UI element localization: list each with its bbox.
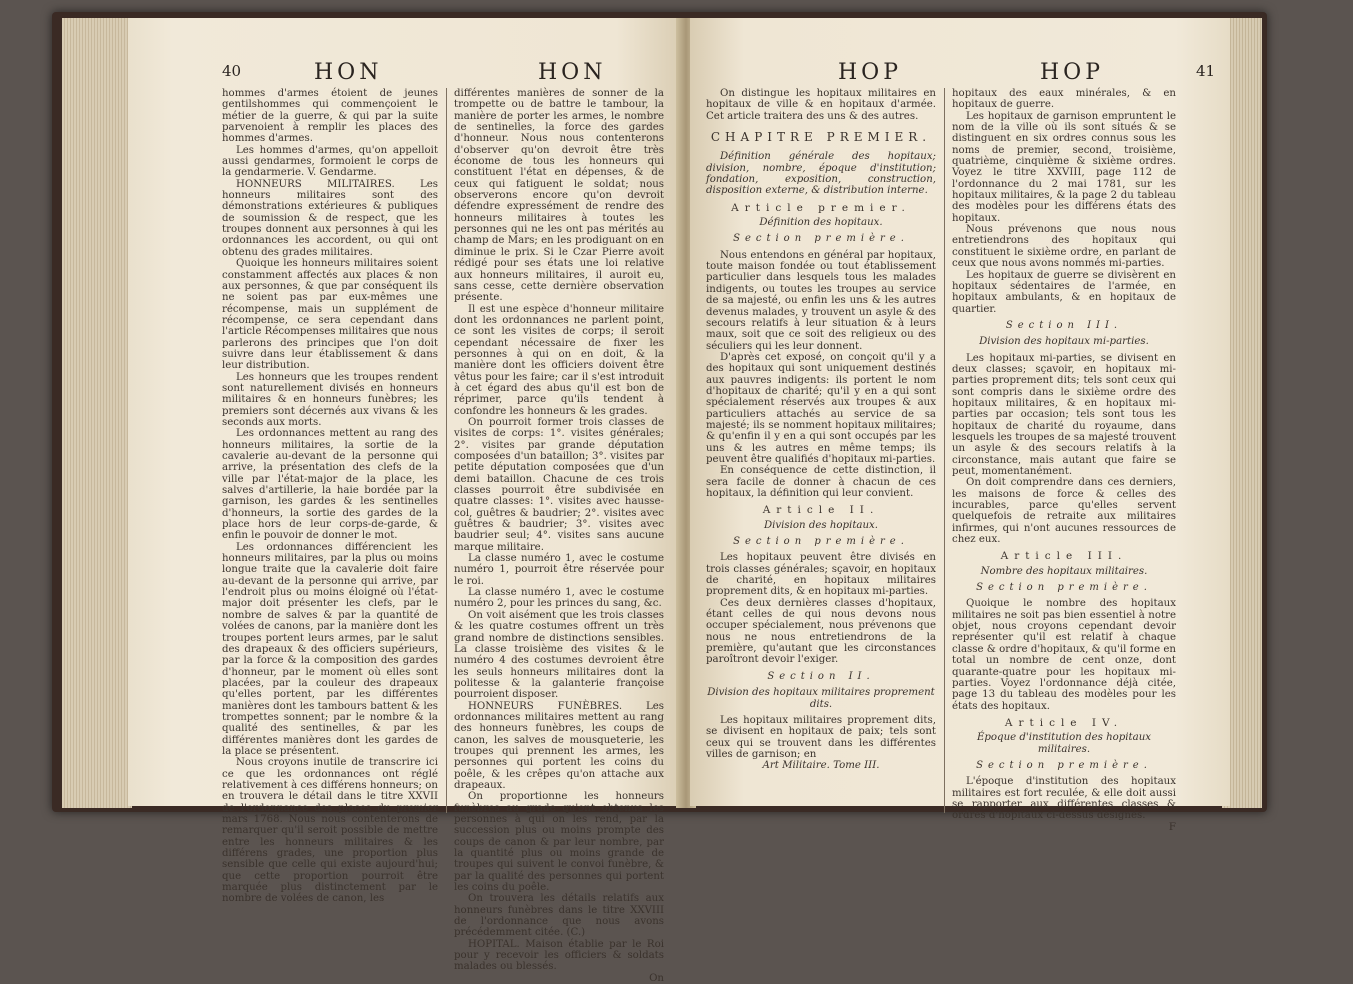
paragraph: Les hopitaux militaires proprement dits, se divisent en hopitaux de paix; tels sont ceux qui se trouvent dans les différentes villes de garnison; en: [706, 714, 936, 760]
running-head-left-col2: HON: [538, 60, 607, 85]
paragraph: On trouvera les détails relatifs aux honneurs funèbres dans le titre XXVIII de l'ordonnance que nous avons précédemment citée. (C.): [454, 893, 664, 939]
paragraph: Ces deux dernières classes d'hopitaux, étant celles de qui nous devons nous occuper spécialement, nous prévenons que nous ne nous entretiendrons de la première, qu'autant que les circonstances paroîtront devoir l'exiger.: [706, 597, 936, 666]
left-column-2: [454, 88, 664, 984]
running-head-left-col1: HON: [314, 60, 383, 85]
section-heading: Section II.: [767, 670, 875, 682]
paragraph: Quoique les honneurs militaires soient constamment affectés aux places & non aux personnes, & que par conséquent ils ne soient pas par eux-mêmes une récompense, mais un supplément de récompense, ce sera cependant dans l'article Récompenses militaires que nous parlerons des principes que l'on doit suivre dans leur établissement & dans leur distribution.: [222, 258, 438, 372]
chapter-summary: Définition générale des hopitaux; division, nombre, époque d'institution; fondation, exposition, construction, disposition externe, & distribution interne.: [706, 151, 936, 197]
section-heading: Section première.: [976, 582, 1152, 594]
chapter-heading: CHAPITRE PREMIER.: [710, 130, 932, 145]
paragraph: On doit comprendre dans ces derniers, les maisons de force & celles des incurables, parce qu'elles servent quelquefois de retraite aux militaires infirmes, qui n'ont aucunes ressources de chez eux.: [952, 477, 1176, 546]
paragraph: hommes d'armes étoient de jeunes gentilshommes qui commençoient le métier de la guerre, & qui par la suite parvenoient à remplir les places des hommes d'armes.: [222, 88, 438, 145]
section-heading: Section première.: [733, 536, 909, 548]
paragraph: Les ordonnances mettent au rang des honneurs militaires, la sortie de la cavalerie au-devant de la personne qui arrive, la présentation des clefs de la ville par l'état-major de la place, les salves d'artillerie, la haie bordée par la garnison, les gardes & les sentinelles d'honneurs, la sortie des gardes de la place hors de leur corps-de-garde, & enfin le pouvoir de donner le mot.: [222, 428, 438, 542]
running-head-right-col2: HOP: [1040, 60, 1105, 85]
signature-mark: F: [1168, 821, 1176, 833]
page-edges-left: [62, 18, 132, 808]
paragraph: HONNEURS FUNÈBRES. Les ordonnances militaires mettent au rang des honneurs funèbres, les coups de canon, les salves de mousqueterie, les troupes qui prennent les armes, les personnes qui portent les coins du poêle, & les crêpes qu'on attache aux drapeaux.: [454, 700, 664, 791]
section-heading: Section première.: [976, 759, 1152, 771]
paragraph: Les hopitaux mi-parties, se divisent en deux classes; sçavoir, en hopitaux mi-parties proprement dits; tels sont ceux qui sont compris dans le sixième ordre des hopitaux militaires, & en hopitaux mi-parties par occasion; tels sont tous les hopitaux de charité du royaume, dans lesquels les troupes de sa majesté trouvent un asyle & des secours relatifs à la circonstance, mais autant que faire se peut, momentanément.: [952, 352, 1176, 477]
right-page: [690, 18, 1230, 833]
article-subtitle: Époque d'institution des hopitaux militaires.: [976, 732, 1152, 755]
section-subtitle: Division des hopitaux mi-parties.: [979, 336, 1149, 348]
left-column-1: [222, 88, 438, 905]
article-subtitle: Nombre des hopitaux militaires.: [980, 565, 1148, 577]
running-head-right-col1: HOP: [838, 60, 903, 85]
paragraph: On proportionne les honneurs funèbres au grade qu'ont obtenus les personnes à qui on les rend, par la succession plus ou moins prompte des coups de canon & par leur nombre, par la quantité plus ou moins grande de troupes qui suivent le convoi funèbre, & par la qualité des personnes qui portent les coins du poêle.: [454, 791, 664, 894]
section-subtitle: Division des hopitaux militaires proprement dits.: [707, 687, 935, 710]
paragraph: Quoique le nombre des hopitaux militaires ne soit pas bien essentiel à notre objet, nous croyons cependant devoir représenter qu'il est relatif à chaque classe & ordre d'hopitaux, & qu'il forme en total un nombre de cent onze, dont quarante-quatre pour les hopitaux mi-parties. Voyez l'ordonnance déjà citée, page 13 du tableau des modèles pour les états des hopitaux.: [952, 598, 1176, 712]
paragraph: En conséquence de cette distinction, il sera facile de donner à chacun de ces hopitaux, la définition qui leur convient.: [706, 465, 936, 499]
article-subtitle: Division des hopitaux.: [763, 519, 879, 531]
catchword: On: [649, 972, 664, 984]
section-heading: Section première.: [733, 233, 909, 245]
article-heading: Article premier.: [731, 201, 911, 214]
section-heading: Section III.: [1005, 319, 1123, 331]
paragraph: Les ordonnances différencient les honneurs militaires, par la plus ou moins longue traite que la cavalerie doit faire au-devant de la personne qui arrive, par l'endroit plus ou moins éloigné où l'état-major doit présenter les clefs, par le nombre de salves & par la quantité de volées de canons, par la manière dont les troupes portent leurs armes, par le salut des drapeaux & des officiers supérieurs, par la force & la composition des gardes d'honneur, par le moment où elles sont placées, par la couleur des drapeaux qu'elles portent, par les différentes manières dont les tambours battent & les trompettes sonnent; par le nombre & la qualité des sentinelles, & par les différentes manières dont les gardes de la place se présentent.: [222, 541, 438, 757]
paragraph: Les hommes d'armes, qu'on appelloit aussi gendarmes, formoient le corps de la gendarmerie. V. Gendarme.: [222, 144, 438, 179]
column-divider: [446, 88, 447, 813]
paragraph: Les hopitaux peuvent être divisés en trois classes générales; sçavoir, en hopitaux de charité, en hopitaux militaires proprement dits, & en hopitaux mi-parties.: [706, 552, 936, 598]
paragraph: Les hopitaux de guerre se divisèrent en hopitaux sédentaires de l'armée, en hopitaux ambulants, & en hopitaux de quartier.: [952, 269, 1176, 315]
page-number-right: 41: [1196, 62, 1216, 80]
right-column-1: [706, 88, 936, 772]
left-page: [128, 18, 683, 984]
column-divider: [944, 88, 945, 813]
paragraph: HONNEURS MILITAIRES. Les honneurs militaires sont des démonstrations extérieures & publiques de soumission & de respect, que les troupes donnent aux personnes à qui les ordonnances les accordent, ou qui ont obtenu des grades militaires.: [222, 178, 438, 258]
paragraph: hopitaux des eaux minérales, & en hopitaux de guerre.: [952, 88, 1176, 111]
paragraph: Il est une espèce d'honneur militaire dont les ordonnances ne parlent point, ce sont les visites de corps; il seroit cependant nécessaire de fixer les personnes à qui on en doit, & la manière dont les officiers doivent être vêtus pour les faire; car il s'est introduit à cet égard des abus qu'il est bon de réprimer, parce qu'ils tendent à confondre les honneurs & les grades.: [454, 303, 664, 417]
paragraph: La classe numéro 1, avec le costume numéro 2, pour les princes du sang, &c.: [454, 587, 664, 610]
paragraph: Nous entendons en général par hopitaux, toute maison fondée ou tout établissement particulier dans lesquels tous les malades indigents, ou toutes les troupes au service de sa majesté, ou enfin les uns & les autres devenus malades, y trouvent un asyle & des secours relatifs à leur situation & à leurs maux, soit que ce soit des religieux ou des séculiers qui les leur donnent.: [706, 249, 936, 352]
page-number-left: 40: [222, 62, 242, 80]
paragraph: Nous croyons inutile de transcrire ici ce que les ordonnances ont réglé relativement à ces différens honneurs; on en trouvera le détail dans le titre XXVII de l'ordonnance des places du premier mars 1768. Nous nous contenterons de remarquer qu'il seroit possible de mettre entre les honneurs militaires & les différens grades, une proportion plus sensible que celle qui existe aujourd'hui; que cette proportion pourroit être marquée plus distinctement par le nombre de volées de canon, les: [222, 757, 438, 905]
paragraph: Les hopitaux de garnison empruntent le nom de la ville où ils sont situés & se distinguent en six ordres connus sous les noms de premier, second, troisième, quatrième, cinquième & sixième ordres. Voyez le titre XXVIII, page 112 de l'ordonnance du 2 mai 1781, sur les hopitaux militaires, & la page 2 du tableau des modèles pour les différens états des hopitaux.: [952, 110, 1176, 224]
paragraph: Les honneurs que les troupes rendent sont naturellement divisés en honneurs militaires & en honneurs funèbres; les premiers sont décernés aux vivans & les seconds aux morts.: [222, 371, 438, 428]
paragraph: La classe numéro 1, avec le costume numéro 1, pourroit être réservée pour le roi.: [454, 553, 664, 587]
article-heading: Article III.: [1000, 550, 1128, 563]
paragraph: On distingue les hopitaux militaires en hopitaux de ville & en hopitaux d'armée. Cet article traitera des uns & des autres.: [706, 88, 936, 122]
article-heading: Article IV.: [1004, 716, 1124, 729]
paragraph: L'époque d'institution des hopitaux militaires est fort reculée, & elle doit aussi se rapporter aux différentes classes & ordres d'hopitaux ci-dessus désignés.: [952, 776, 1176, 822]
paragraph: On voit aisément que les trois classes & les quatre costumes offrent un très grand nombre de distinctions sensibles. La classe troisième des visites & le numéro 4 des costumes devroient être les seuls honneurs militaires dont la politesse & la galanterie françoise pourroient disposer.: [454, 609, 664, 701]
paragraph: Nous prévenons que nous nous entretiendrons des hopitaux qui constituent le sixième ordre, en parlant de ceux que nous avons nommés mi-parties.: [952, 224, 1176, 270]
article-heading: Article II.: [762, 504, 880, 517]
paragraph: D'après cet exposé, on conçoit qu'il y a des hopitaux qui sont uniquement destinés aux pauvres indigents: ils portent le nom d'hopitaux de charité; qu'il y en a qui sont spécialement réservés aux troupes & aux particuliers attachés au service de sa majesté; ils se nomment hopitaux militaires; & qu'enfin il y en a qui sont occupés par les uns & les autres en même temps; ils peuvent être qualifiés d'hopitaux mi-parties.: [706, 351, 936, 465]
page-footer: Art Militaire. Tome III.: [762, 760, 880, 772]
paragraph: différentes manières de sonner de la trompette ou de battre le tambour, la manière de porter les armes, le nombre de sentinelles, la force des gardes d'honneur. Nous nous contenterons d'observer qu'on devroit être très économe de tous les honneurs qui constituent l'état en dépenses, & de ceux qui fatiguent le soldat; nous observerons encore qu'on devroit défendre expressément de rendre des honneurs militaires à toutes les personnes qui ne les ont pas mérités au champ de Mars; en les prodiguant on en diminue le prix. Si le Czar Pierre avoit rédigé pour ses états une loi relative aux honneurs militaires, il auroit eu, sans cesse, cette dernière observation présente.: [454, 88, 664, 304]
paragraph: HOPITAL. Maison établie par le Roi pour y recevoir les officiers & soldats malades ou blessés.: [454, 938, 664, 973]
article-subtitle: Définition des hopitaux.: [759, 217, 883, 229]
paragraph: On pourroit former trois classes de visites de corps: 1°. visites générales; 2°. visites par grande députation composées d'un bataillon; 3°. visites par petite députation composées que d'un demi bataillon. Chacune de ces trois classes pourroit être subdivisée en quatre classes: 1°. visites avec hausse-col, guêtres & baudrier; 2°. visites avec guêtres & baudrier; 3°. visites avec baudrier seul; 4°. visites sans aucune marque militaire.: [454, 416, 664, 553]
right-column-2: [952, 88, 1176, 833]
